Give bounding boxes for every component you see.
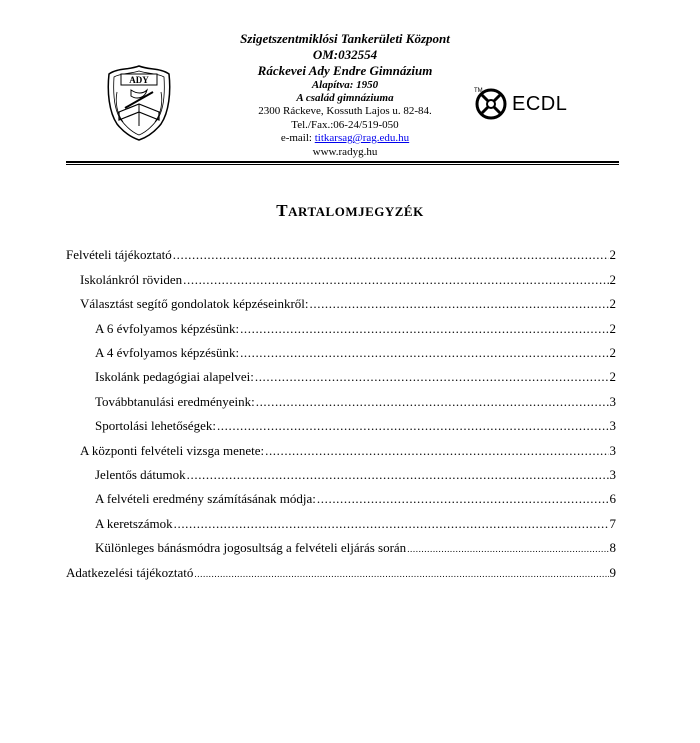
phone: Tel./Fax.:06-24/519-050 <box>291 118 399 131</box>
header-rule <box>66 161 619 163</box>
ecdl-text: ECDL <box>512 92 568 115</box>
toc-entry[interactable]: A 6 évfolyamos képzésünk: ..... 2 <box>95 321 616 337</box>
toc-entry[interactable]: Adatkezelési tájékoztató ..... 9 <box>66 565 616 581</box>
header-rule-thin <box>66 164 619 165</box>
motto: A család gimnáziuma <box>296 92 394 104</box>
email-line <box>200 132 490 146</box>
toc-title-rest: ARTALOMJEGYZÉK <box>288 204 424 219</box>
email-label: e-mail: <box>280 132 315 144</box>
district-name: Szigetszentmiklósi Tankerületi Központ <box>240 31 450 46</box>
trademark-mark: TM <box>474 88 483 94</box>
toc-title <box>0 201 700 221</box>
school-name: Ráckevei Ady Endre Gimnázium <box>257 63 433 78</box>
toc-entry[interactable]: Továbbtanulási eredményeink: ..... 3 <box>95 394 616 410</box>
website: www.radyg.hu <box>312 145 378 158</box>
toc-entry[interactable]: A központi felvételi vizsga menete: ..... 3 <box>80 443 616 459</box>
address: 2300 Ráckeve, Kossuth Lajos u. 82-84. <box>258 105 432 117</box>
letterhead-text <box>200 31 490 159</box>
email-link[interactable]: titkarsag@rag.edu.hu <box>314 132 410 144</box>
toc-entry[interactable]: A 4 évfolyamos képzésünk: ..... 2 <box>95 345 616 361</box>
toc-title-initial: T <box>276 201 289 220</box>
ecdl-logo <box>474 86 584 122</box>
toc-entry[interactable]: Különleges bánásmódra jogosultság a felvételi eljárás során ..... 8 <box>95 540 616 556</box>
toc-entry[interactable]: Sportolási lehetőségek: ..... 3 <box>95 418 616 434</box>
toc-entry[interactable]: A felvételi eredmény számításának módja: ..... 6 <box>95 491 616 507</box>
letterhead <box>0 0 700 170</box>
toc-entry[interactable]: Felvételi tájékoztató ..... 2 <box>66 247 616 263</box>
school-emblem-icon <box>103 62 175 142</box>
toc-entry[interactable]: Iskolánk pedagógiai alapelvei: ..... 2 <box>95 369 616 385</box>
toc-entry[interactable]: Jelentős dátumok ..... 3 <box>95 467 616 483</box>
toc-entry[interactable]: Választást segítő gondolatok képzéseinkről: ..... 2 <box>80 296 616 312</box>
emblem-text: ADY <box>129 75 149 85</box>
toc-entry[interactable]: Iskolánkról röviden ..... 2 <box>80 272 616 288</box>
om-number: OM:032554 <box>312 47 378 62</box>
founded: Alapítva: 1950 <box>311 79 379 91</box>
toc-entry[interactable]: A keretszámok ..... 7 <box>95 516 616 532</box>
